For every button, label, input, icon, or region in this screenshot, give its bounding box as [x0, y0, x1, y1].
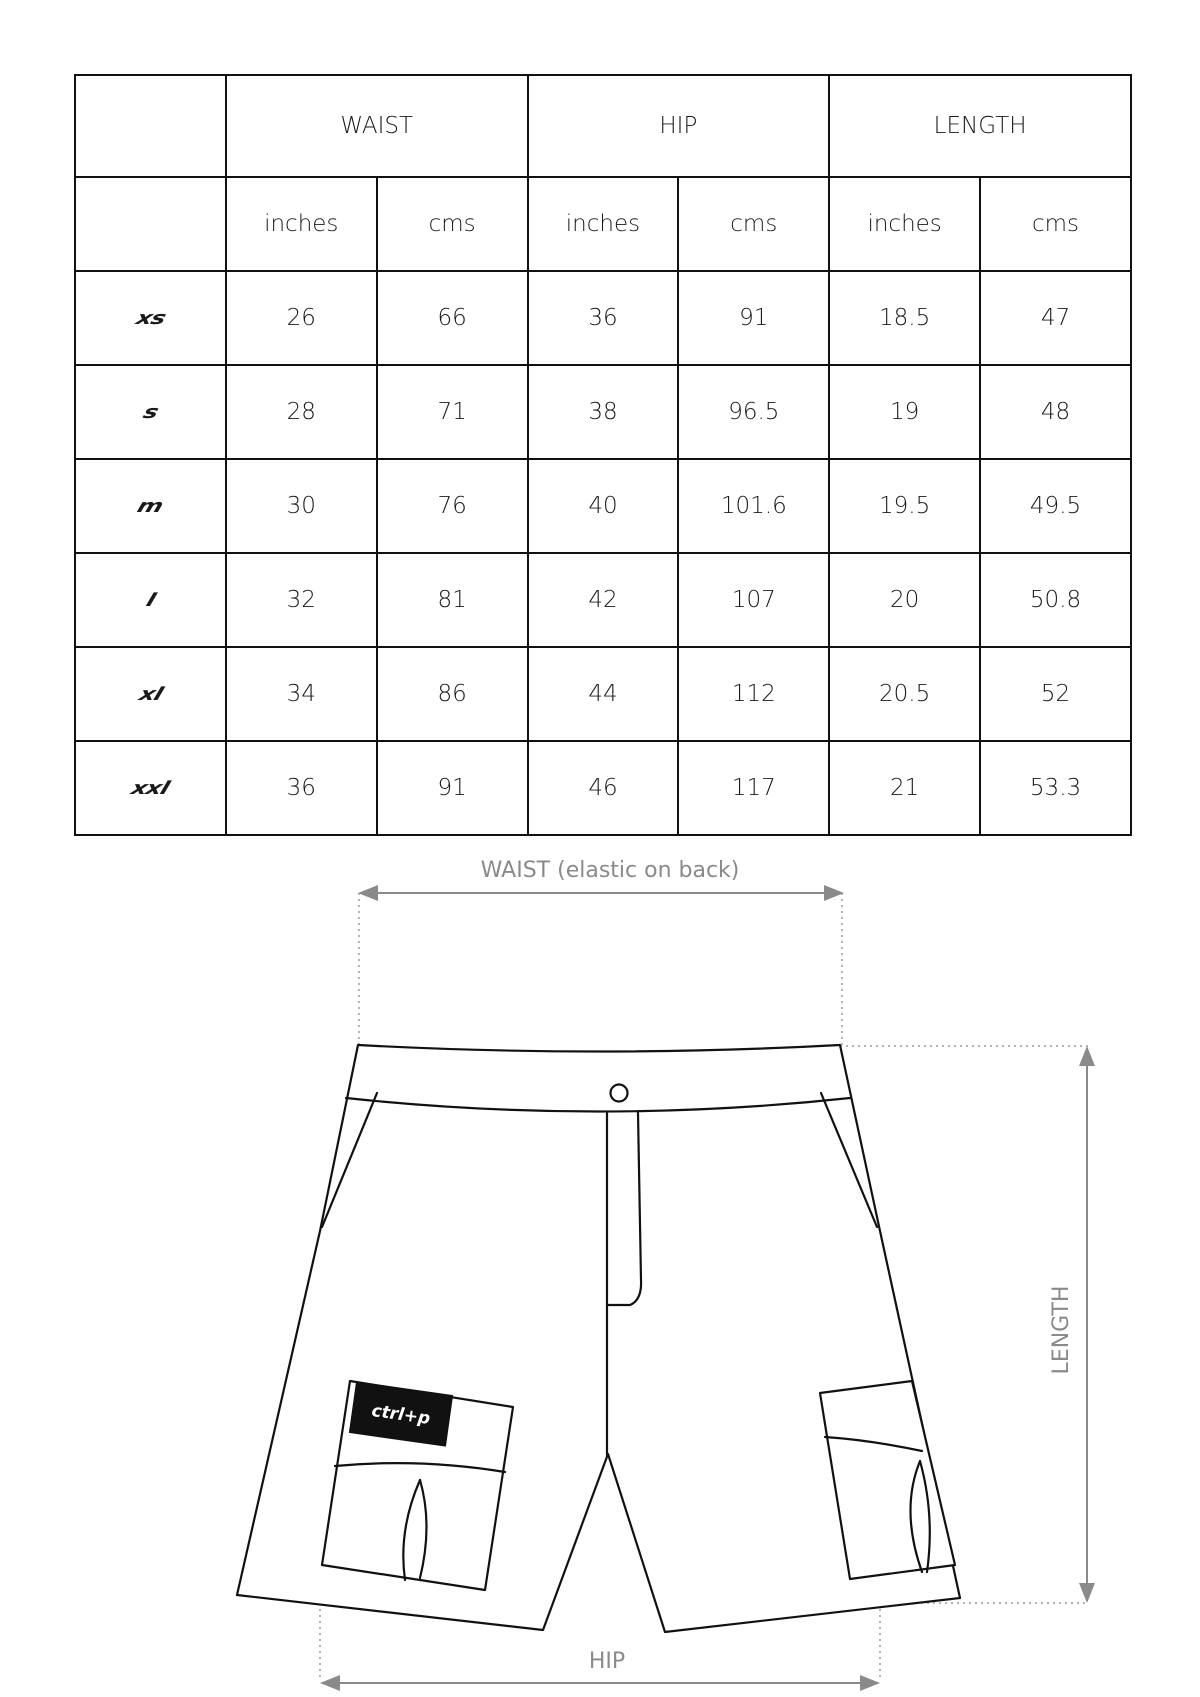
table-row [75, 553, 1131, 647]
hip-dimension-label: HIP [588, 1649, 626, 1674]
table-cell: 34 [226, 647, 377, 741]
size-label-cell [75, 553, 226, 647]
table-cell: 38 [528, 365, 679, 459]
table-cell: 44 [528, 647, 679, 741]
corner-cell [75, 75, 226, 177]
table-cell: 19 [829, 365, 980, 459]
size-label-cell [75, 647, 226, 741]
table-cell: 36 [226, 741, 377, 835]
table-header-row [75, 75, 1131, 177]
table-cell: 18.5 [829, 271, 980, 365]
size-label: s [140, 401, 161, 423]
table-row [75, 365, 1131, 459]
waist-dimension-label: WAIST (elastic on back) [480, 858, 740, 883]
size-label-cell [75, 459, 226, 553]
table-cell: 53.3 [980, 741, 1131, 835]
corner-cell [75, 177, 226, 271]
table-row [75, 647, 1131, 741]
group-header-length: LENGTH [829, 75, 1131, 177]
table-cell: 32 [226, 553, 377, 647]
table-cell: 21 [829, 741, 980, 835]
unit-header: cms [980, 177, 1131, 271]
table-cell: 52 [980, 647, 1131, 741]
unit-header: cms [377, 177, 528, 271]
table-cell: 47 [980, 271, 1131, 365]
table-cell: 40 [528, 459, 679, 553]
shorts-measurement-diagram [0, 850, 1200, 1697]
table-cell: 91 [377, 741, 528, 835]
table-cell: 71 [377, 365, 528, 459]
table-cell: 112 [678, 647, 829, 741]
table-cell: 101.6 [678, 459, 829, 553]
table-cell: 20 [829, 553, 980, 647]
shorts-outline [237, 1045, 960, 1632]
size-label-cell [75, 741, 226, 835]
table-cell: 66 [377, 271, 528, 365]
table-cell: 86 [377, 647, 528, 741]
table-row [75, 271, 1131, 365]
group-header-waist: WAIST [226, 75, 528, 177]
table-cell: 46 [528, 741, 679, 835]
table-cell: 81 [377, 553, 528, 647]
table-cell: 26 [226, 271, 377, 365]
size-label-cell [75, 271, 226, 365]
table-cell: 76 [377, 459, 528, 553]
table-cell: 42 [528, 553, 679, 647]
table-row [75, 459, 1131, 553]
table-cell: 50.8 [980, 553, 1131, 647]
unit-header: inches [528, 177, 679, 271]
size-label: l [143, 589, 158, 611]
table-row [75, 741, 1131, 835]
group-header-hip: HIP [528, 75, 830, 177]
length-dimension-label: LENGTH [1049, 1285, 1074, 1375]
brand-logo-text: ctrl+p [370, 1400, 432, 1429]
table-unit-row [75, 177, 1131, 271]
table-cell: 36 [528, 271, 679, 365]
size-label-cell [75, 365, 226, 459]
table-cell: 28 [226, 365, 377, 459]
unit-header: cms [678, 177, 829, 271]
table-cell: 107 [678, 553, 829, 647]
unit-header: inches [226, 177, 377, 271]
table-cell: 19.5 [829, 459, 980, 553]
table-cell: 48 [980, 365, 1131, 459]
table-cell: 49.5 [980, 459, 1131, 553]
size-label: m [134, 495, 166, 517]
table-cell: 91 [678, 271, 829, 365]
table-cell: 20.5 [829, 647, 980, 741]
size-chart-table [74, 74, 1132, 836]
table-cell: 117 [678, 741, 829, 835]
unit-header: inches [829, 177, 980, 271]
size-label: xs [133, 307, 168, 329]
table-cell: 30 [226, 459, 377, 553]
size-label: xl [136, 683, 165, 705]
table-cell: 96.5 [678, 365, 829, 459]
size-label: xxl [128, 777, 172, 799]
